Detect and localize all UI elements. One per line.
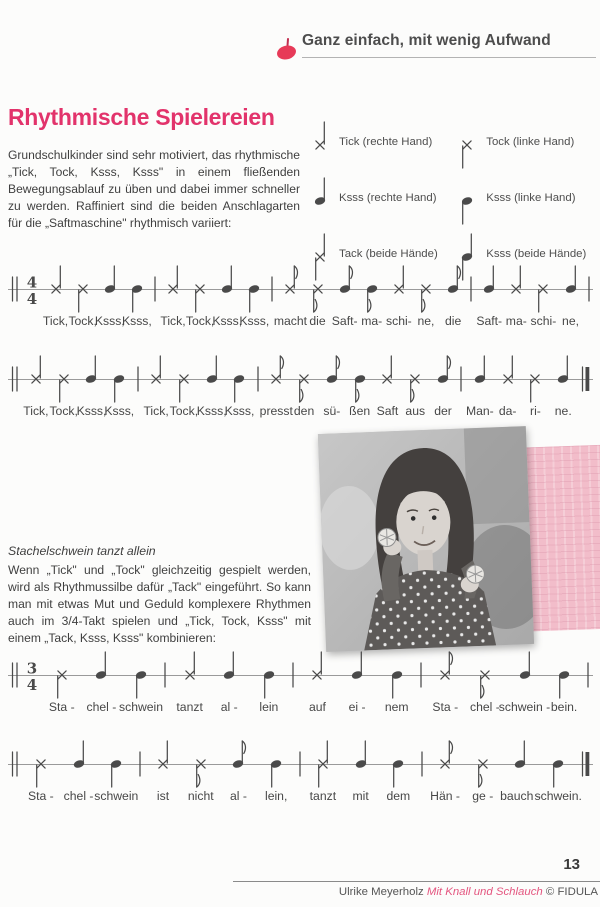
- lyric-syllable: macht: [273, 314, 308, 328]
- lyric-syllable: die: [444, 314, 462, 328]
- legend-label: Tock (linke Hand): [486, 136, 575, 148]
- note-dot-down: [105, 352, 133, 419]
- time-signature: [22, 262, 42, 329]
- note-dot-up: [557, 262, 584, 329]
- lyric-syllable: Tick,: [143, 404, 169, 418]
- note-x-up-flag: [259, 352, 293, 419]
- lyric-syllable: Man-: [465, 404, 494, 418]
- legend-label: Tick (rechte Hand): [339, 136, 433, 148]
- barline: [295, 737, 304, 804]
- svg-text:4: 4: [26, 273, 38, 292]
- barline: [161, 648, 170, 715]
- page-title: Rhythmische Spielereien: [8, 104, 275, 130]
- note-x-up: [298, 648, 338, 715]
- legend-label: Ksss (beide Hände): [486, 248, 587, 260]
- lyric-syllable: chel -: [469, 700, 500, 714]
- lyric-syllable: Tick,: [42, 314, 69, 328]
- barline: [417, 737, 426, 804]
- final-barline: [577, 352, 593, 419]
- note-dot-up: [60, 737, 98, 804]
- note-x-down: [522, 352, 550, 419]
- music-staff-2: [8, 352, 593, 419]
- page-header: [274, 32, 596, 58]
- note-x-down-flag: [401, 352, 429, 419]
- intro-paragraph: Grundschulkinder sind sehr motiviert, das rhythmische „Tick, Tock, Ksss, Ksss" in einem fließenden Bewegungsablauf zu üben und dabei immer schneller zu werden. Raffiniert sind die beiden Anschlagarten für die „Saftmaschine" rhythmisch variiert:: [8, 148, 300, 230]
- lyric-syllable: aus: [405, 404, 426, 418]
- lyric-syllable: da-: [498, 404, 517, 418]
- music-staff-3: [8, 648, 593, 715]
- lyric-syllable: Tock,: [185, 314, 215, 328]
- page-number: 13: [563, 856, 580, 873]
- lyric-syllable: Ksss,: [239, 314, 270, 328]
- note-dot-up: [82, 648, 122, 715]
- lyric-syllable: tanzt: [309, 789, 337, 803]
- credit-publisher: © FIDULA: [545, 886, 598, 898]
- note-dot-up-flag: [331, 262, 358, 329]
- note-dot-up: [498, 648, 551, 715]
- double-barline: [8, 262, 22, 329]
- note-dot-up: [466, 352, 494, 419]
- lyric-syllable: schi-: [386, 314, 412, 328]
- legend-item: [457, 118, 595, 166]
- lyric-syllable: die: [309, 314, 326, 328]
- note-dot-down-flag: [346, 352, 374, 419]
- lyric-syllable: lein: [259, 700, 279, 714]
- lyric-syllable: ist: [156, 789, 170, 803]
- note-x-up: [142, 352, 170, 419]
- credit-author: Ulrike Meyerholz: [338, 886, 424, 898]
- legend-label: Ksss (rechte Hand): [339, 192, 437, 204]
- note-x-up: [494, 352, 522, 419]
- note-dot-down: [379, 737, 417, 804]
- barline: [289, 648, 298, 715]
- legend-label: Tack (beide Hände): [339, 248, 438, 260]
- lyric-syllable: Tock,: [68, 314, 97, 328]
- note-dot-down: [534, 737, 582, 804]
- section-paragraph: Wenn „Tick" und „Tock" gleichzeitig gespielt werden, wird als Rhythmussilbe dafür „Tack" eingeführt. So kann man mit etwas Mut und Geduld komplexere Rhythmen auch im 3/4-Takt spielen und „Tick, Tock, Ksss" mit einem „Tack, Ksss, Ksss" kombinieren:: [8, 563, 311, 645]
- note-x-both: [304, 737, 342, 804]
- lyric-syllable: Ksss,: [212, 314, 243, 328]
- shaker-note-icon: [274, 36, 300, 62]
- lyric-syllable: Saft: [376, 404, 399, 418]
- lyric-syllable: ge -: [472, 789, 494, 803]
- lyric-syllable: chel -: [86, 700, 117, 714]
- note-dot-up: [342, 737, 380, 804]
- lyric-syllable: bein.: [550, 700, 578, 714]
- note-x-up: [42, 262, 69, 329]
- lyric-syllable: al -: [220, 700, 238, 714]
- lyric-syllable: schwein -: [498, 700, 551, 714]
- music-staff-1: [8, 262, 593, 329]
- double-barline: [8, 648, 22, 715]
- barline: [150, 262, 159, 329]
- svg-text:4: 4: [26, 676, 38, 694]
- lyric-syllable: Tick,: [23, 404, 49, 418]
- lyric-syllable: Sta -: [27, 789, 54, 803]
- lyric-syllable: ne,: [417, 314, 435, 328]
- lyric-syllable: auf: [308, 700, 326, 714]
- note-x-down-flag: [182, 737, 220, 804]
- note-dot-up: [549, 352, 577, 419]
- lyric-syllable: presst: [259, 404, 293, 418]
- lyric-syllable: Tock,: [169, 404, 199, 418]
- svg-text:3: 3: [26, 659, 38, 678]
- lyric-syllable: der: [434, 404, 452, 418]
- note-x-down: [22, 737, 60, 804]
- note-dot-up-flag: [220, 737, 258, 804]
- note-dot-down: [241, 262, 268, 329]
- photo-girl-with-shakers: [318, 426, 534, 652]
- note-x-up: [170, 648, 210, 715]
- double-barline: [8, 737, 22, 804]
- section-title: Stachelschwein tanzt allein: [8, 544, 156, 558]
- note-x-down: [42, 648, 82, 715]
- note-dot-down: [123, 262, 150, 329]
- note-x-down-flag: [412, 262, 439, 329]
- svg-text:4: 4: [26, 290, 38, 308]
- lyric-syllable: Saft-: [476, 314, 503, 328]
- lyric-syllable: Ksss,: [94, 314, 125, 328]
- legend-item: [457, 174, 595, 222]
- note-dot-up: [78, 352, 106, 419]
- note-dot-down: [544, 648, 584, 715]
- note-x-up: [159, 262, 186, 329]
- lyric-syllable: Saft-: [331, 314, 358, 328]
- time-signature: [22, 648, 42, 715]
- note-dot-up-icon: [310, 174, 330, 222]
- note-dot-down-icon: [457, 174, 477, 222]
- intro-section: [8, 104, 595, 278]
- note-x-up-flag: [426, 737, 464, 804]
- legend-item: [310, 118, 453, 166]
- lyric-syllable: Tick,: [160, 314, 186, 328]
- lyric-syllable: ßen: [349, 404, 371, 418]
- note-dot-down: [226, 352, 254, 419]
- lyric-syllable: ma-: [505, 314, 527, 328]
- note-dot-up-flag: [440, 262, 467, 329]
- barline: [584, 648, 593, 715]
- note-x-down: [50, 352, 78, 419]
- lyric-syllable: Ksss,: [76, 404, 107, 418]
- notation-legend: [310, 118, 595, 278]
- barline: [584, 262, 593, 329]
- footer-credit: [339, 886, 598, 898]
- lyric-syllable: chel -: [63, 789, 94, 803]
- barline: [416, 648, 425, 715]
- legend-label: Ksss (linke Hand): [486, 192, 576, 204]
- lyric-syllable: nicht: [187, 789, 214, 803]
- lyric-syllable: dem: [386, 789, 411, 803]
- lyric-syllable: Ksss,: [196, 404, 227, 418]
- note-dot-up-flag: [318, 352, 346, 419]
- note-x-up: [22, 352, 50, 419]
- lyric-syllable: ne.: [554, 404, 572, 418]
- note-dot-up: [209, 648, 249, 715]
- lyric-syllable: nem: [384, 700, 409, 714]
- note-dot-down: [257, 737, 295, 804]
- note-dot-down: [119, 648, 164, 715]
- footer-rule: [233, 881, 600, 882]
- lyric-syllable: Sta -: [48, 700, 75, 714]
- lyric-syllable: Ksss,: [104, 404, 135, 418]
- note-x-up-flag: [425, 648, 465, 715]
- lyric-syllable: schwein.: [534, 789, 582, 803]
- barline: [467, 262, 476, 329]
- note-x-down: [69, 262, 96, 329]
- lyric-syllable: schwein: [119, 700, 164, 714]
- note-x-up: [503, 262, 530, 329]
- lyric-syllable: ri-: [530, 404, 541, 418]
- final-barline: [577, 737, 593, 804]
- note-dot-down-flag: [358, 262, 385, 329]
- music-staff-4: [8, 737, 593, 804]
- lyric-syllable: bauch -: [500, 789, 541, 803]
- pink-stripe-decoration: [525, 445, 600, 632]
- lyric-syllable: ei -: [348, 700, 366, 714]
- double-barline: [8, 352, 22, 419]
- note-x-up: [144, 737, 182, 804]
- note-x-down-flag: [290, 352, 318, 419]
- lyric-syllable: den: [293, 404, 315, 418]
- header-title: Ganz einfach, mit wenig Aufwand: [302, 32, 596, 58]
- lyric-syllable: mit: [352, 789, 369, 803]
- lyric-syllable: lein,: [264, 789, 288, 803]
- note-dot-up: [214, 262, 241, 329]
- section-stachelschwein: [8, 544, 311, 647]
- note-x-down-icon: [457, 118, 477, 166]
- legend-item: [310, 174, 453, 222]
- lyric-syllable: Hän -: [430, 789, 460, 803]
- lyric-syllable: Sta -: [432, 700, 459, 714]
- lyric-syllable: Ksss,: [224, 404, 255, 418]
- note-dot-up: [198, 352, 226, 419]
- note-dot-up: [476, 262, 503, 329]
- lyric-syllable: Tock,: [49, 404, 78, 418]
- photo-band: [0, 426, 600, 662]
- note-x-up-icon: [310, 118, 330, 166]
- note-x-up: [374, 352, 402, 419]
- barline: [135, 737, 144, 804]
- lyric-syllable: ne,: [562, 314, 579, 328]
- note-dot-up-flag: [429, 352, 457, 419]
- note-dot-down: [249, 648, 289, 715]
- note-x-down: [170, 352, 198, 419]
- note-dot-up: [96, 262, 123, 329]
- barline: [133, 352, 142, 419]
- note-x-up: [385, 262, 412, 329]
- lyric-syllable: Ksss,: [121, 314, 152, 328]
- note-dot-down: [94, 737, 139, 804]
- lyric-syllable: ma-: [361, 314, 383, 328]
- note-dot-up: [337, 648, 377, 715]
- note-x-down-flag: [464, 737, 502, 804]
- lyric-syllable: schi-: [530, 314, 557, 328]
- lyric-syllable: tanzt: [176, 700, 203, 714]
- lyric-syllable: al -: [229, 789, 247, 803]
- note-dot-down: [377, 648, 417, 715]
- note-x-down-flag: [304, 262, 331, 329]
- credit-book-title: Mit Knall und Schlauch: [426, 886, 543, 898]
- lyric-syllable: schwein: [94, 789, 139, 803]
- lyric-syllable: sü-: [323, 404, 341, 418]
- note-x-down: [530, 262, 557, 329]
- note-x-down: [187, 262, 214, 329]
- note-x-up-flag: [273, 262, 308, 329]
